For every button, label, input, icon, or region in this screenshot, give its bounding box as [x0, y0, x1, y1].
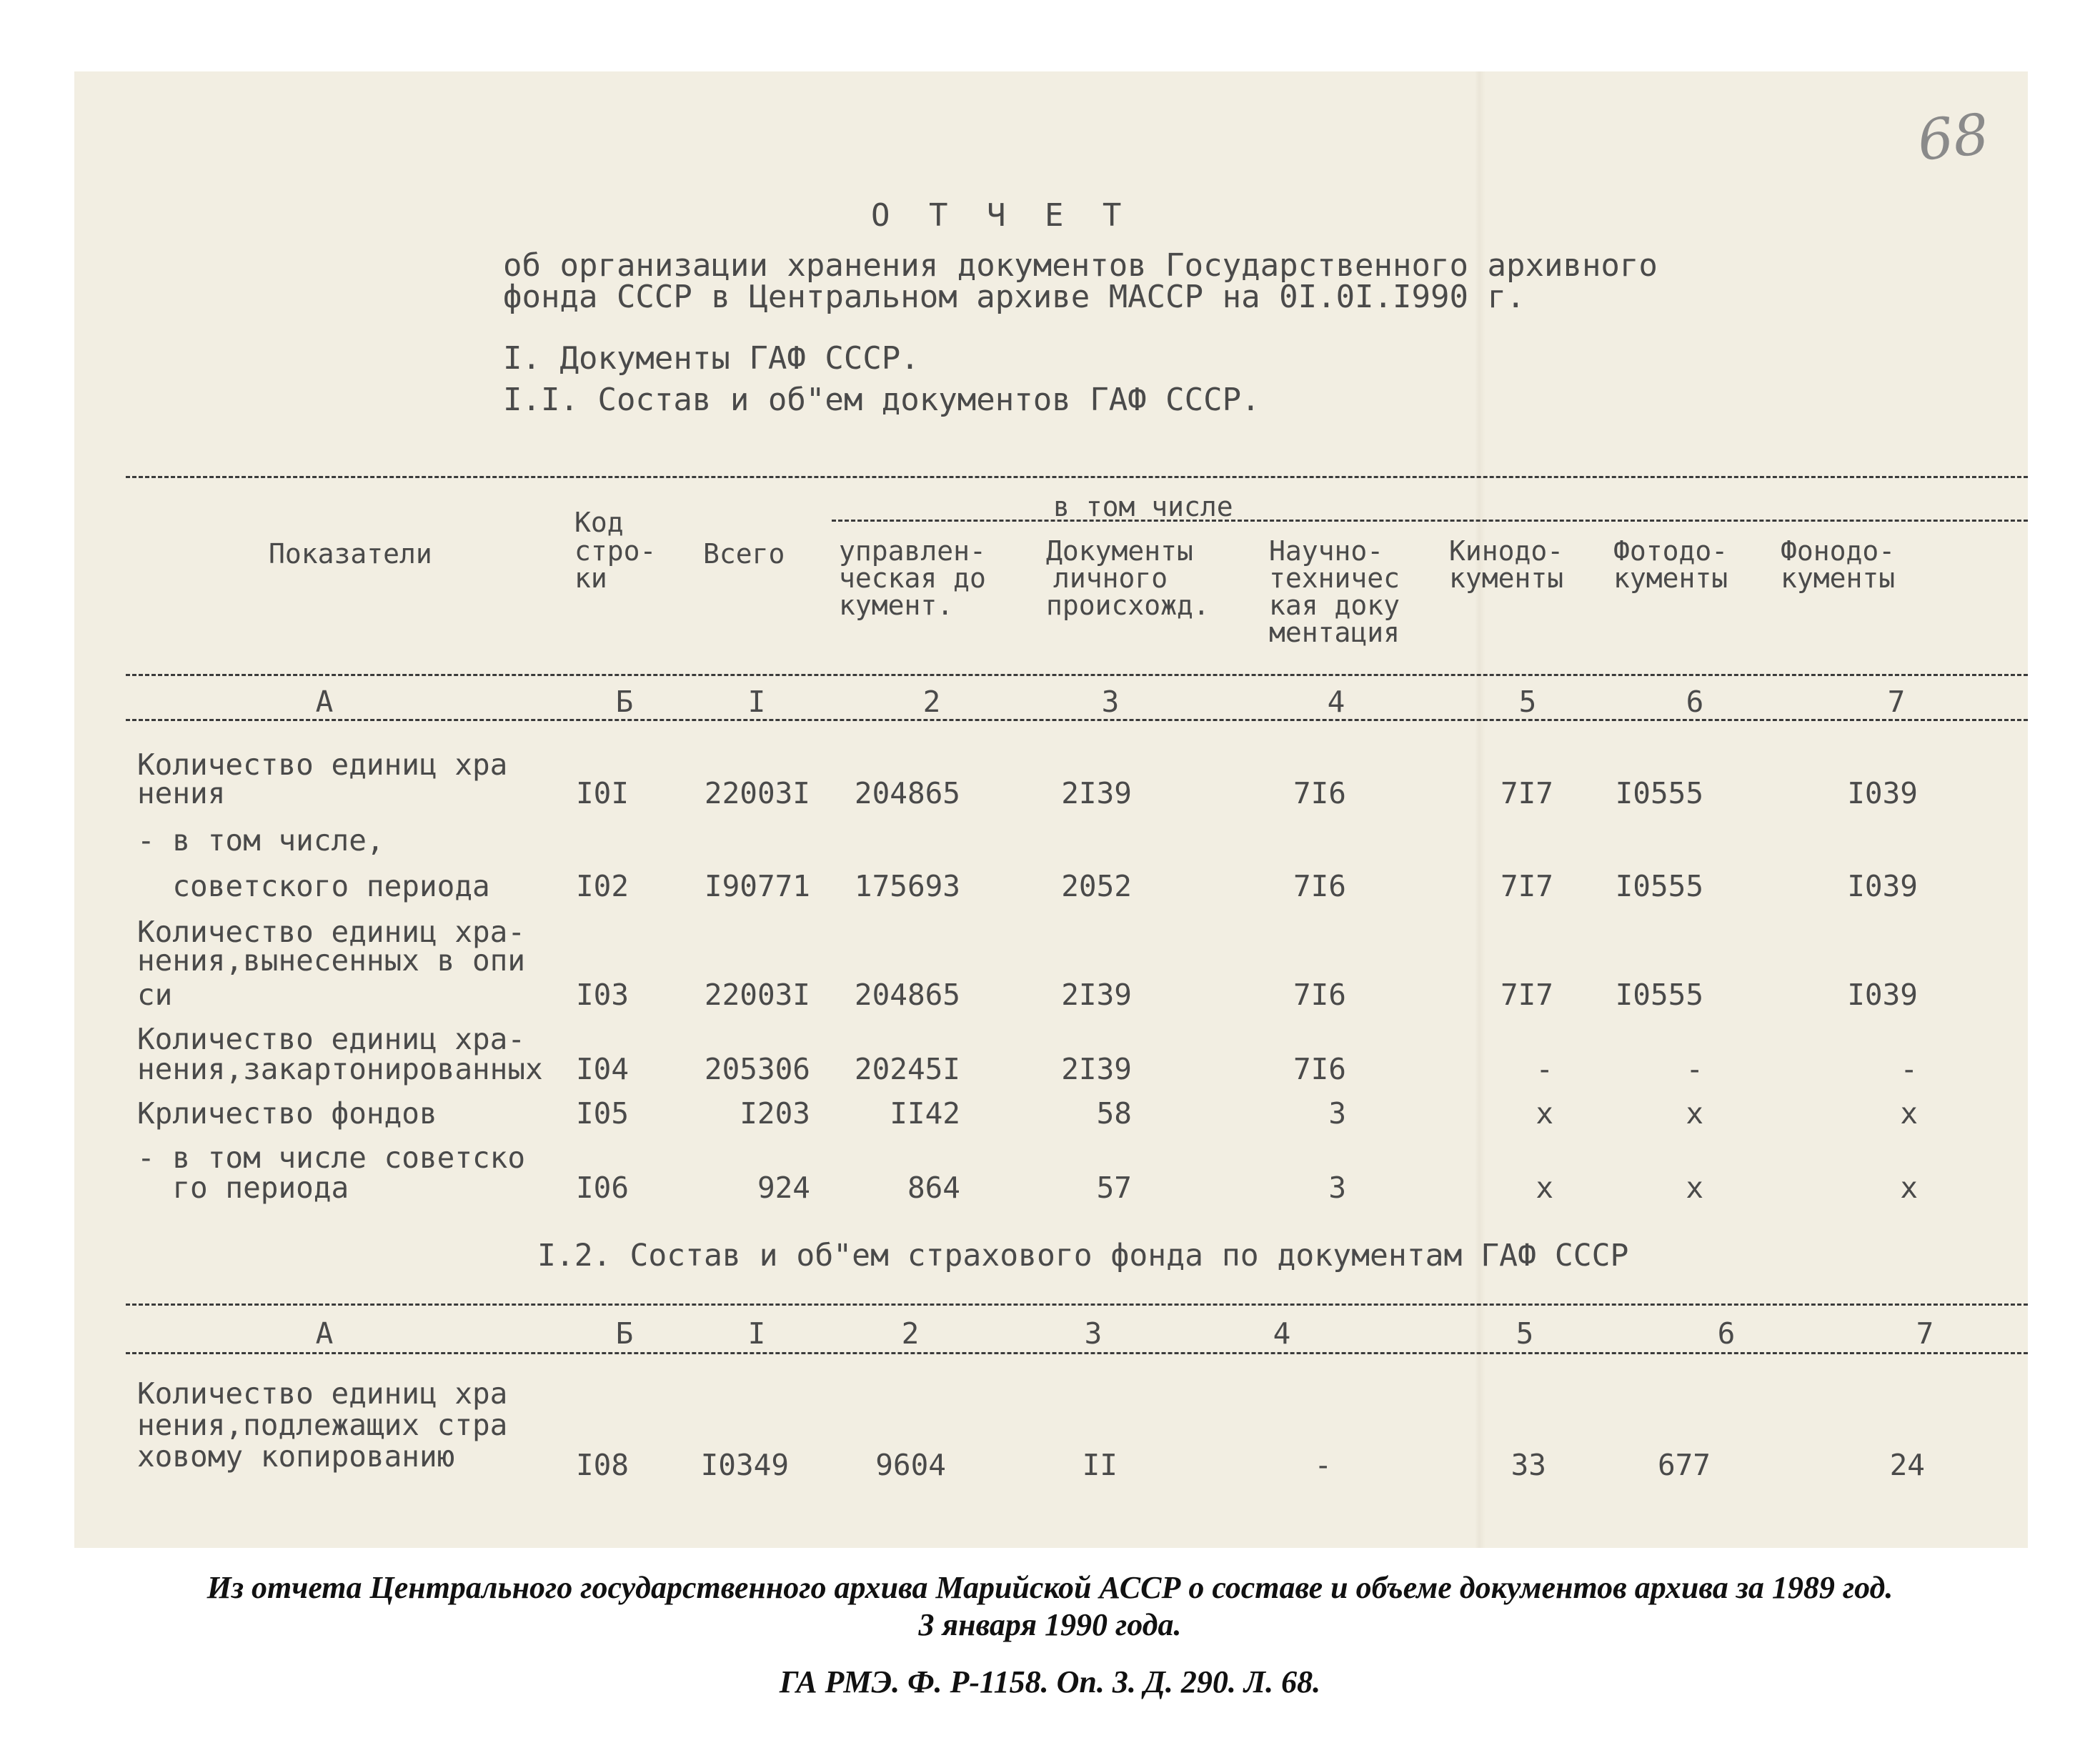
cell-photo: x: [1686, 1096, 1703, 1131]
cell-scientific: 7I6: [1293, 1052, 1346, 1086]
row-label-line: Количество единиц хра: [137, 1376, 508, 1411]
cell-film: 7I7: [1500, 978, 1553, 1012]
header-personal-2: личного: [1053, 562, 1168, 594]
col-letter: 7: [1916, 1316, 1934, 1351]
table2-letters-rule: [126, 1352, 2028, 1354]
cell-phono: x: [1900, 1096, 1918, 1131]
cell-managerial: 204865: [854, 978, 960, 1012]
col-letter: 2: [901, 1316, 920, 1351]
document-subtitle-line-2: фонда СССР в Центральном архиве МАССР на 0I.0I.I990 г.: [503, 279, 1526, 315]
col-letter: 4: [1327, 685, 1345, 719]
header-managerial-1: управлен-: [839, 535, 986, 567]
cell-total: 205306: [704, 1052, 810, 1086]
row-label-line: ховому копированию: [137, 1439, 455, 1474]
header-film-2: кументы: [1449, 562, 1564, 594]
cell-managerial: 9604: [875, 1448, 946, 1482]
col-letter: А: [315, 685, 334, 719]
archival-document: [74, 71, 2028, 1548]
caption-line-1: Из отчета Центрального государственного архива Марийской АССР о составе и объеме документов архива за 1989 год.: [206, 1570, 1894, 1605]
cell-personal: 2I39: [1061, 776, 1132, 810]
header-scientific-2: техничес: [1269, 562, 1400, 594]
header-code-line-1: Код: [574, 507, 624, 538]
cell-film: 33: [1511, 1448, 1546, 1482]
cell-photo: I0555: [1615, 869, 1703, 903]
cell-personal: 2I39: [1061, 1052, 1132, 1086]
header-photo-1: Фотодо-: [1613, 535, 1728, 567]
cell-phono: I039: [1847, 978, 1918, 1012]
cell-scientific: 7I6: [1293, 776, 1346, 810]
cell-personal: 58: [1096, 1096, 1132, 1131]
cell-photo: I0555: [1615, 978, 1703, 1012]
cell-managerial: 175693: [854, 869, 960, 903]
col-letter: 6: [1717, 1316, 1736, 1351]
cell-personal: 2I39: [1061, 978, 1132, 1012]
col-letter: 3: [1101, 685, 1120, 719]
header-photo-2: кументы: [1613, 562, 1728, 594]
cell-film: x: [1536, 1096, 1553, 1131]
col-letter: 5: [1516, 1316, 1534, 1351]
cell-personal: 2052: [1061, 869, 1132, 903]
table1-top-rule: [126, 476, 2028, 478]
cell-film: 7I7: [1500, 869, 1553, 903]
header-scientific-1: Научно-: [1269, 535, 1384, 567]
cell-film: 7I7: [1500, 776, 1553, 810]
table1-group-header: в том числе: [1053, 491, 1233, 522]
row-label-line: Количество единиц хра: [137, 748, 508, 782]
row-label-line: Количество единиц хра-: [137, 1022, 526, 1056]
col-letter: I: [747, 685, 766, 719]
cell-personal: 57: [1096, 1171, 1132, 1205]
table1-group-rule: [832, 520, 2028, 522]
caption-line-3: ГА РМЭ. Ф. Р-1158. Оп. 3. Д. 290. Л. 68.: [779, 1664, 1321, 1699]
cell-total: 924: [757, 1171, 810, 1205]
section-heading-1: I. Документы ГАФ СССР.: [503, 340, 920, 377]
cell-total: I90771: [704, 869, 810, 903]
row-label-line: нения: [137, 776, 226, 810]
header-code-line-2: стро-: [574, 535, 657, 567]
col-letter: 7: [1887, 685, 1906, 719]
document-subtitle-line-1: об организации хранения документов Государственного архивного: [503, 247, 1658, 284]
document-title: О Т Ч Е Т: [871, 197, 1132, 234]
cell-total: 22003I: [704, 978, 810, 1012]
cell-code: I06: [576, 1171, 629, 1205]
header-indicators: Показатели: [269, 538, 432, 570]
header-scientific-4: ментация: [1269, 617, 1400, 648]
cell-scientific: -: [1314, 1448, 1332, 1482]
header-film-1: Кинодо-: [1449, 535, 1564, 567]
col-letter: 3: [1084, 1316, 1103, 1351]
row-label-line: Количество единиц хра-: [137, 915, 526, 949]
cell-scientific: 3: [1328, 1096, 1346, 1131]
cell-managerial: II42: [890, 1096, 960, 1131]
cell-photo: x: [1686, 1171, 1703, 1205]
cell-scientific: 7I6: [1293, 978, 1346, 1012]
cell-film: -: [1536, 1052, 1553, 1086]
table1-letters-rule: [126, 719, 2028, 721]
col-letter: Б: [615, 1316, 634, 1351]
header-managerial-2: ческая до: [839, 562, 986, 594]
col-letter: 6: [1686, 685, 1704, 719]
header-phono-1: Фонодо-: [1781, 535, 1896, 567]
cell-total: I203: [740, 1096, 810, 1131]
row-label-line: нения,подлежащих стра: [137, 1408, 508, 1442]
cell-phono: I039: [1847, 869, 1918, 903]
header-scientific-3: кая доку: [1269, 590, 1400, 621]
cell-code: I0I: [576, 776, 629, 810]
cell-code: I04: [576, 1052, 629, 1086]
header-phono-2: кументы: [1781, 562, 1896, 594]
caption-line-2: 3 января 1990 года.: [918, 1607, 1182, 1642]
cell-phono: 24: [1889, 1448, 1925, 1482]
col-letter: 4: [1273, 1316, 1291, 1351]
cell-photo: -: [1686, 1052, 1703, 1086]
header-managerial-3: кумент.: [839, 590, 954, 621]
col-letter: I: [747, 1316, 766, 1351]
cell-code: I02: [576, 869, 629, 903]
row-label-line: го периода: [137, 1171, 349, 1205]
cell-managerial: 20245I: [854, 1052, 960, 1086]
header-personal-1: Документы: [1046, 535, 1193, 567]
header-total: Всего: [703, 538, 785, 570]
header-personal-3: происхожд.: [1046, 590, 1210, 621]
row-label-line: нения,закартонированных: [137, 1052, 543, 1086]
cell-scientific: 7I6: [1293, 869, 1346, 903]
cell-total: 22003I: [704, 776, 810, 810]
row-label-line: советского периода: [137, 869, 490, 903]
section-heading-1-1: I.I. Состав и об"ем документов ГАФ СССР.: [503, 382, 1260, 418]
row-label-line: нения,вынесенных в опи: [137, 943, 526, 978]
cell-code: I05: [576, 1096, 629, 1131]
cell-total: I0349: [700, 1448, 789, 1482]
cell-scientific: 3: [1328, 1171, 1346, 1205]
cell-code: I08: [576, 1448, 629, 1482]
cell-film: x: [1536, 1171, 1553, 1205]
row-label-line: Крличество фондов: [137, 1096, 437, 1131]
cell-managerial: 864: [907, 1171, 960, 1205]
cell-code: I03: [576, 978, 629, 1012]
section-heading-1-2: I.2. Состав и об"ем страхового фонда по документам ГАФ СССР: [537, 1238, 1629, 1273]
cell-managerial: 204865: [854, 776, 960, 810]
cell-phono: I039: [1847, 776, 1918, 810]
header-code-line-3: ки: [574, 562, 607, 594]
cell-photo: I0555: [1615, 776, 1703, 810]
col-letter: А: [315, 1316, 334, 1351]
table2-top-rule: [126, 1304, 2028, 1306]
col-letter: 5: [1518, 685, 1537, 719]
row-label-line: си: [137, 978, 173, 1012]
cell-phono: -: [1900, 1052, 1918, 1086]
cell-photo: 677: [1657, 1448, 1711, 1482]
row-label-line: - в том числе советско: [137, 1141, 526, 1175]
cell-phono: x: [1900, 1171, 1918, 1205]
table1-header-rule: [126, 674, 2028, 676]
cell-personal: II: [1082, 1448, 1118, 1482]
col-letter: Б: [615, 685, 634, 719]
page-number: 68: [1914, 102, 1992, 174]
row-label-line: - в том числе,: [137, 823, 384, 858]
col-letter: 2: [922, 685, 941, 719]
